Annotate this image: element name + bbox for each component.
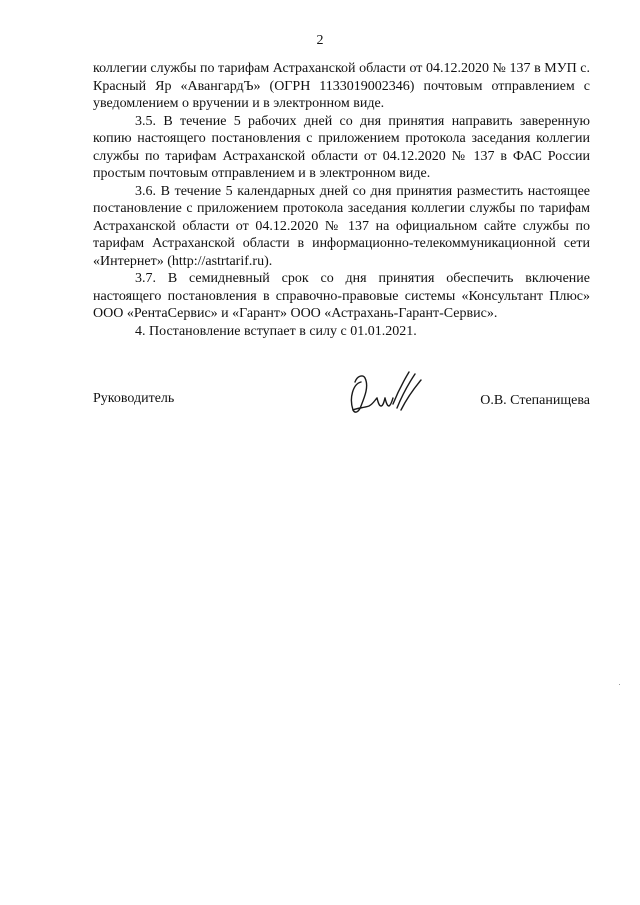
document-body (93, 60, 590, 340)
paragraph-4: 4. Постановление вступает в силу с 01.01.2021. (135, 323, 417, 339)
page-number: 2 (316, 33, 324, 48)
handwritten-signature-icon (343, 368, 425, 416)
scan-speck (619, 684, 620, 685)
signatory-role: Руководитель (93, 391, 175, 406)
paragraph-3-5: 3.5. В течение 5 рабочих дней со дня принятия направить заверенную копию настоящего постановления с приложением протокола заседания коллегии службы по тарифам Астраханской области от 04.12.2020 № 137 в ФАС России простым почтовым отправлением и в электронном виде. (93, 113, 590, 181)
paragraph-3-7: 3.7. В семидневный срок со дня принятия обеспечить включение настоящего постановления в справочно-правовые системы «Консультант Плюс» ООО «РентаСервис» и «Гарант» ООО «Астрахань-Гарант-Сервис». (93, 271, 590, 321)
signatory-name: О.В. Степанищева (480, 393, 590, 408)
paragraph-3-6: 3.6. В течение 5 календарных дней со дня принятия разместить настоящее постановление с приложением протокола заседания коллегии службы по тарифам Астраханской области от 04.12.2020 № 137 на официальном сайте службы по тарифам Астраханской области в информационно-телекоммуникационной сети «Интернет» (http://astrtarif.ru). (93, 183, 590, 269)
paragraph-continuation: коллегии службы по тарифам Астраханской области от 04.12.2020 № 137 в МУП с. Красный Яр «АвангардЪ» (ОГРН 1133019002346) почтовым отправлением с уведомлением о вручении и в электронном виде. (93, 61, 590, 111)
